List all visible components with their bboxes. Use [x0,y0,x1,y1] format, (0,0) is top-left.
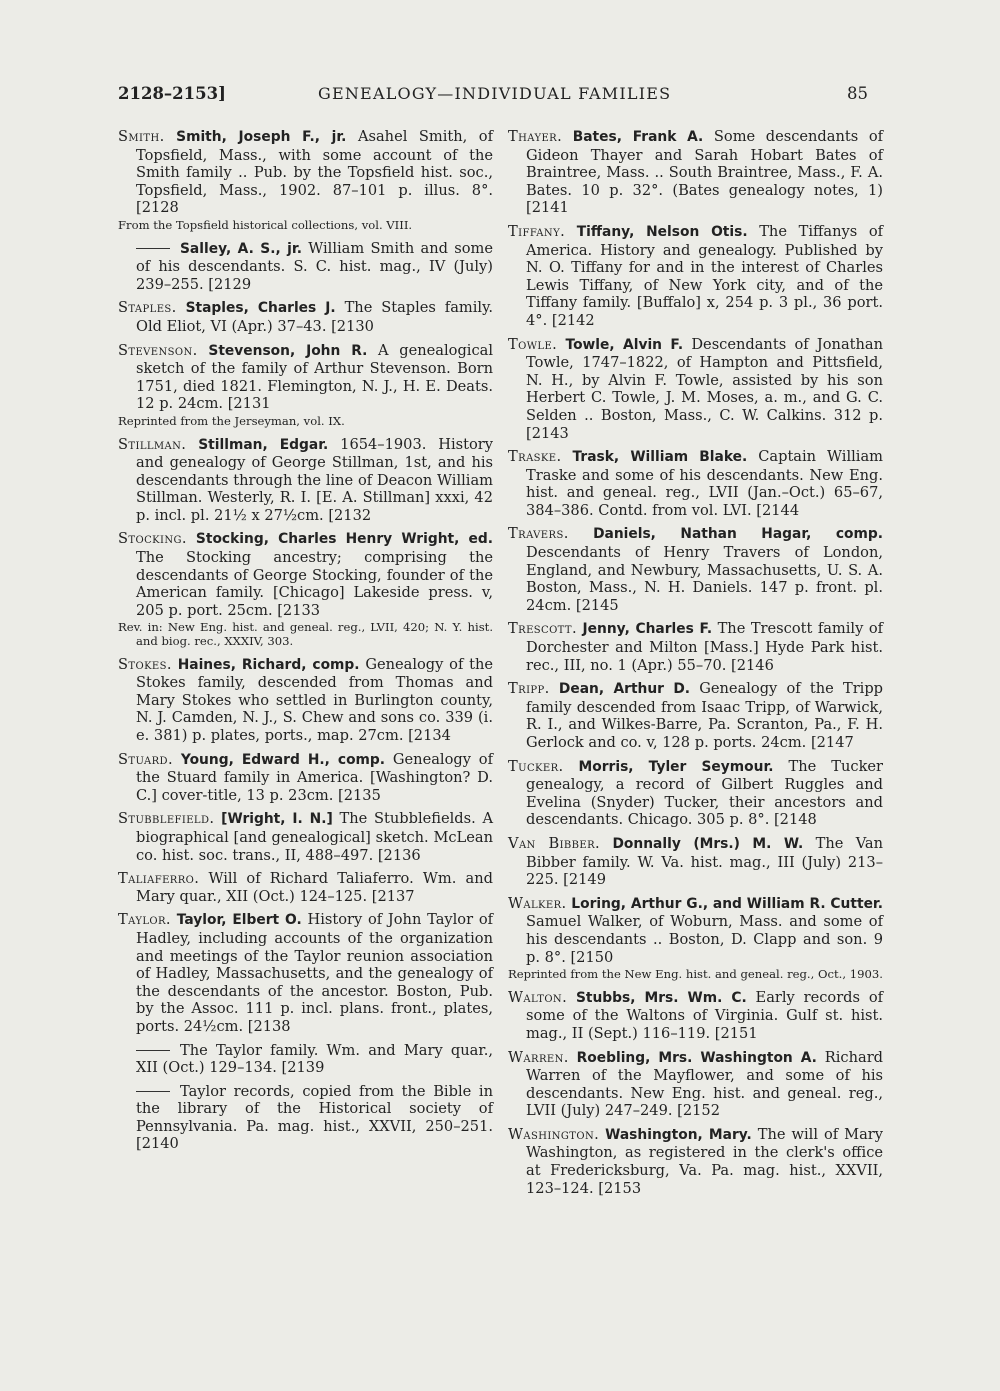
entry-author: Roebling, Mrs. Washington A. [576,1049,817,1066]
entry-author: [Wright, I. N.] [221,811,333,828]
family-name: Traske. [508,448,562,466]
bibliography-entry [118,1042,493,1077]
bibliography-entry [508,620,883,674]
family-name: Stillman. [118,435,187,453]
entry-author: Trask, William Blake. [572,449,748,466]
entry-author: Towle, Alvin F. [565,336,684,353]
entry-author: Washington, Mary. [605,1126,752,1143]
family-name: Walton. [508,988,568,1006]
family-name: Warren. [508,1048,569,1066]
entry-text: Taylor records, copied from the Bible in the library of the Historical society of Pennsylvania. Pa. mag. hist., XXVII, 250–251. [136,1082,493,1135]
entry-text: The Staples family. Old Eliot, VI (Apr.) 37–43. [136,299,494,335]
bibliography-entry [508,1126,883,1197]
bibliography-entry [118,870,493,905]
entry-number: [2150 [570,948,614,966]
entry-number: [2143 [526,424,569,442]
entry-note: Reprinted from the Jerseyman, vol. IX. [118,413,345,428]
entry-number: [2134 [408,727,451,744]
family-name: Stokes. [118,655,172,673]
entry-number: [2130 [331,317,374,335]
bibliography-entry [508,895,883,966]
entry-number: [2148 [773,811,817,829]
right-column [508,128,883,1203]
running-title: GENEALOGY—INDIVIDUAL FAMILIES [318,84,672,103]
entry-number: [2135 [338,786,381,804]
bibliography-entry [118,911,493,1035]
entry-author: Loring, Arthur G., and William R. Cutter. [571,895,883,912]
entry-number: [2129 [208,275,252,293]
entry-text: Descendants of Henry Travers of London, England, and Newbury, Massachusetts, U. S. A. Boston, Mass., N. H. Daniels. 147 p. front. pl. 24cm. [526,544,883,614]
entry-text: Samuel Walker, of Woburn, Mass. and some of his descendants .. Boston, D. Clapp and son. 9 p. 8°. [526,913,883,966]
bibliography-entry [118,530,493,619]
bibliography-entry [508,835,883,889]
entry-author: Stocking, Charles Henry Wright, ed. [195,531,493,548]
entry-number: [2140 [136,1135,179,1153]
entry-number: [2152 [677,1102,720,1120]
bibliography-entry [508,1049,883,1120]
family-name: Stevenson. [118,341,198,359]
entry-text: Richard Warren of the Mayflower, and some of his descendants. New Eng. hist. and geneal. reg., LVII (July) 247–249. [526,1048,884,1120]
bibliography-entry [508,223,883,330]
entry-number: [2138 [247,1017,291,1035]
entry-range: 2128–2153] [118,84,226,103]
entry-number: [2137 [371,887,415,905]
entry-text: William Smith and some of his descendants. S. C. hist. mag., IV (July) 239–255. [136,239,493,293]
entry-author: Stillman, Edgar. [198,436,329,453]
entry-number: [2131 [227,395,271,413]
bibliography-entry [508,448,883,519]
bibliography-entry [508,336,883,443]
entry-author: Taylor, Elbert O. [176,912,302,929]
family-name: Thayer. [508,128,563,145]
entry-author: Staples, Charles J. [185,300,336,317]
family-name: Walker. [508,894,567,912]
ditto-dash [136,248,170,249]
entry-text: The Van Bibber family. W. Va. hist. mag., III (July) 213–225. [526,834,884,889]
entry-number: [2151 [714,1024,758,1042]
entry-number: [2149 [563,871,606,889]
entry-text: The Taylor family. Wm. and Mary quar., XII (Oct.) 129–134. [136,1041,493,1077]
bibliography-entry [118,299,493,335]
entry-number: [2142 [551,311,595,329]
bibliography-entry [508,680,883,751]
bibliography-entry [118,342,493,413]
family-name: Tripp. [508,680,550,698]
bibliography-entry [118,810,493,864]
entry-text: The will of Mary Washington, as registered in the clerk's office at Fredericksburg, Va. Pa. mag. hist., XXVII, 123–124. [526,1125,884,1197]
bibliography-entry [118,128,493,217]
entry-number: [2141 [526,199,569,217]
entry-author: Young, Edward H., comp. [180,751,386,768]
bibliography-entry [508,989,883,1043]
family-name: Smith. [118,128,165,145]
bibliography-entry [118,656,493,745]
family-name: Stubblefield. [118,810,215,828]
page-number: 85 [847,84,868,103]
entry-note: Rev. in: New Eng. hist. and geneal. reg., LVII, 420; N. Y. hist. and biog. rec., XXXIV, 303. [118,620,493,649]
entry-text: History of John Taylor of Hadley, including accounts of the organization and meetings of the Taylor reunion association of Hadley, Massachusetts, and the genealogy of the descendants of the ancestor. Boston, Pub. by the Assoc. 111 p. incl. plans. front., plates, ports. 24½cm. [136,911,494,1035]
family-name: Taliaferro. [118,870,200,888]
ditto-dash [136,1091,170,1092]
bibliography-entry [118,436,493,525]
entry-text: Genealogy of the Stuard family in America. [Washington? D. C.] cover-title, 13 p. 23cm. [136,750,493,804]
entry-number: [2133 [277,601,321,619]
family-name: Taylor. [118,911,171,929]
entry-text: 1654–1903. History and genealogy of George Stillman, 1st, and his descendants through the line of Deacon William Stillman. Westerly, R. I. [E. A. Stillman] xxxi, 42 p. incl. pl. 21½ x 27½cm. [136,435,494,524]
entry-author: Bates, Frank A. [572,129,704,145]
entry-text: Captain William Traske and some of his descendants. New Eng. hist. and geneal. reg., LVII (Jan.–Oct.) 65–67, 384–386. Contd. from vol. LVI. [526,448,884,519]
left-column [118,128,493,1159]
entry-text: A genealogical sketch of the family of Arthur Stevenson. Born 1751, died 1821. Flemington, N. J., H. E. Deats. 12 p. 24cm. [136,341,493,413]
bibliography-entry [118,1083,493,1153]
entry-author: Haines, Richard, comp. [177,656,360,673]
entry-author: Dean, Arthur D. [558,681,691,698]
bibliography-entry [118,240,493,294]
entry-text: Some descendants of Gideon Thayer and Sarah Hobart Bates of Braintree, Mass. .. South Braintree, Mass., F. A. Bates. 10 p. 32°. (Bates genealogy notes, 1) [526,128,884,199]
bibliography-entry [508,128,883,217]
family-name: Tucker. [508,757,564,775]
entry-text: Genealogy of the Tripp family descended from Isaac Tripp, of Warwick, R. I., and Wilkes-Barre, Pa. Scranton, Pa., F. H. Gerlock and co. v, 128 p. ports. 24cm. [526,680,884,751]
family-name: Travers. [508,525,569,543]
entry-text: Will of Richard Taliaferro. Wm. and Mary quar., XII (Oct.) 124–125. [136,870,493,905]
family-name: Stuard. [118,750,173,768]
family-name: Van Bibber. [508,834,601,852]
entry-number: [2139 [281,1059,325,1077]
family-name: Trescott. [508,620,578,638]
family-name: Stocking. [118,530,187,548]
entry-number: [2146 [731,656,774,674]
entry-note: Reprinted from the New Eng. hist. and geneal. reg., Oct., 1903. [508,967,883,982]
family-name: Towle. [508,335,558,353]
entry-text: The Stubblefields. A biographical [and genealogical] sketch. McLean co. hist. soc. trans., II, 488–497. [136,810,494,864]
entry-author: Jenny, Charles F. [582,621,713,638]
entry-number: [2144 [756,501,800,519]
entry-author: Stubbs, Mrs. Wm. C. [575,989,747,1006]
entry-text: Early records of some of the Waltons of Virginia. Gulf st. hist. mag., II (Sept.) 116–119. [526,988,884,1042]
entry-author: Daniels, Nathan Hagar, comp. [593,526,883,543]
entry-note: From the Topsfield historical collections, vol. VIII. [118,217,413,232]
entry-author: Smith, Joseph F., jr. [176,129,347,145]
entry-text: Asahel Smith, of Topsfield, Mass., with some account of the Smith family .. Pub. by the Topsfield hist. soc., Topsfield, Mass., 1902. 87–101 p. illus. 8°. [136,128,493,199]
family-name: Staples. [118,299,177,317]
entry-author: Tiffany, Nelson Otis. [576,223,748,240]
family-name: Washington. [508,1125,600,1143]
entry-text: The Trescott family of Dorchester and Milton [Mass.] Hyde Park hist. rec., III, no. 1 (Apr.) 55–70. [526,620,884,674]
entry-number: [2132 [328,506,372,524]
entry-author: Donnally (Mrs.) M. W. [612,835,804,852]
entry-text: The Tiffanys of America. History and genealogy. Published by N. O. Tiffany for and in the interest of Charles Lewis Tiffany, of New York city, and of the Tiffany family. [Buffalo] x, 254 p. 3 pl., 36 port. 4°. [526,222,884,329]
bibliography-entry [118,751,493,805]
entry-number: [2145 [575,596,619,614]
entry-text: Descendants of Jonathan Towle, 1747–1822, of Hampton and Pittsfield, N. H., by Alvin F. Towle, assisted by his son Herbert C. Towle, J. M. Moses, a. m., and G. C. Selden .. Boston, Mass., C. W. Calkins. 312 p. [526,335,884,424]
bibliography-entry [508,758,883,829]
entry-number: [2147 [810,734,854,751]
ditto-dash [136,1050,170,1051]
entry-text: Genealogy of the Stokes family, descended from Thomas and Mary Stokes who settled in Burlington county, N. J. Camden, N. J., S. Chew and sons co. 339 (i. e. 381) p. plates, ports., map. 27cm. [136,655,494,744]
entry-number: [2136 [377,846,421,864]
entry-text: The Tucker genealogy, a record of Gilbert Ruggles and Evelina (Snyder) Tucker, their ancestors and descendants. Chicago. 305 p. 8°. [526,757,884,829]
entry-author: Salley, A. S., jr. [180,240,302,257]
family-name: Tiffany. [508,222,566,240]
entry-author: Stevenson, John R. [208,342,368,359]
entry-number: [2153 [598,1179,642,1197]
entry-author: Morris, Tyler Seymour. [578,758,774,775]
page-header [118,84,878,108]
bibliography-entry [508,525,883,614]
entry-text: The Stocking ancestry; comprising the descendants of George Stocking, founder of the American family. [Chicago] Lakeside press. v, 205 p. port. 25cm. [136,549,493,619]
entry-number: [2128 [136,199,179,217]
